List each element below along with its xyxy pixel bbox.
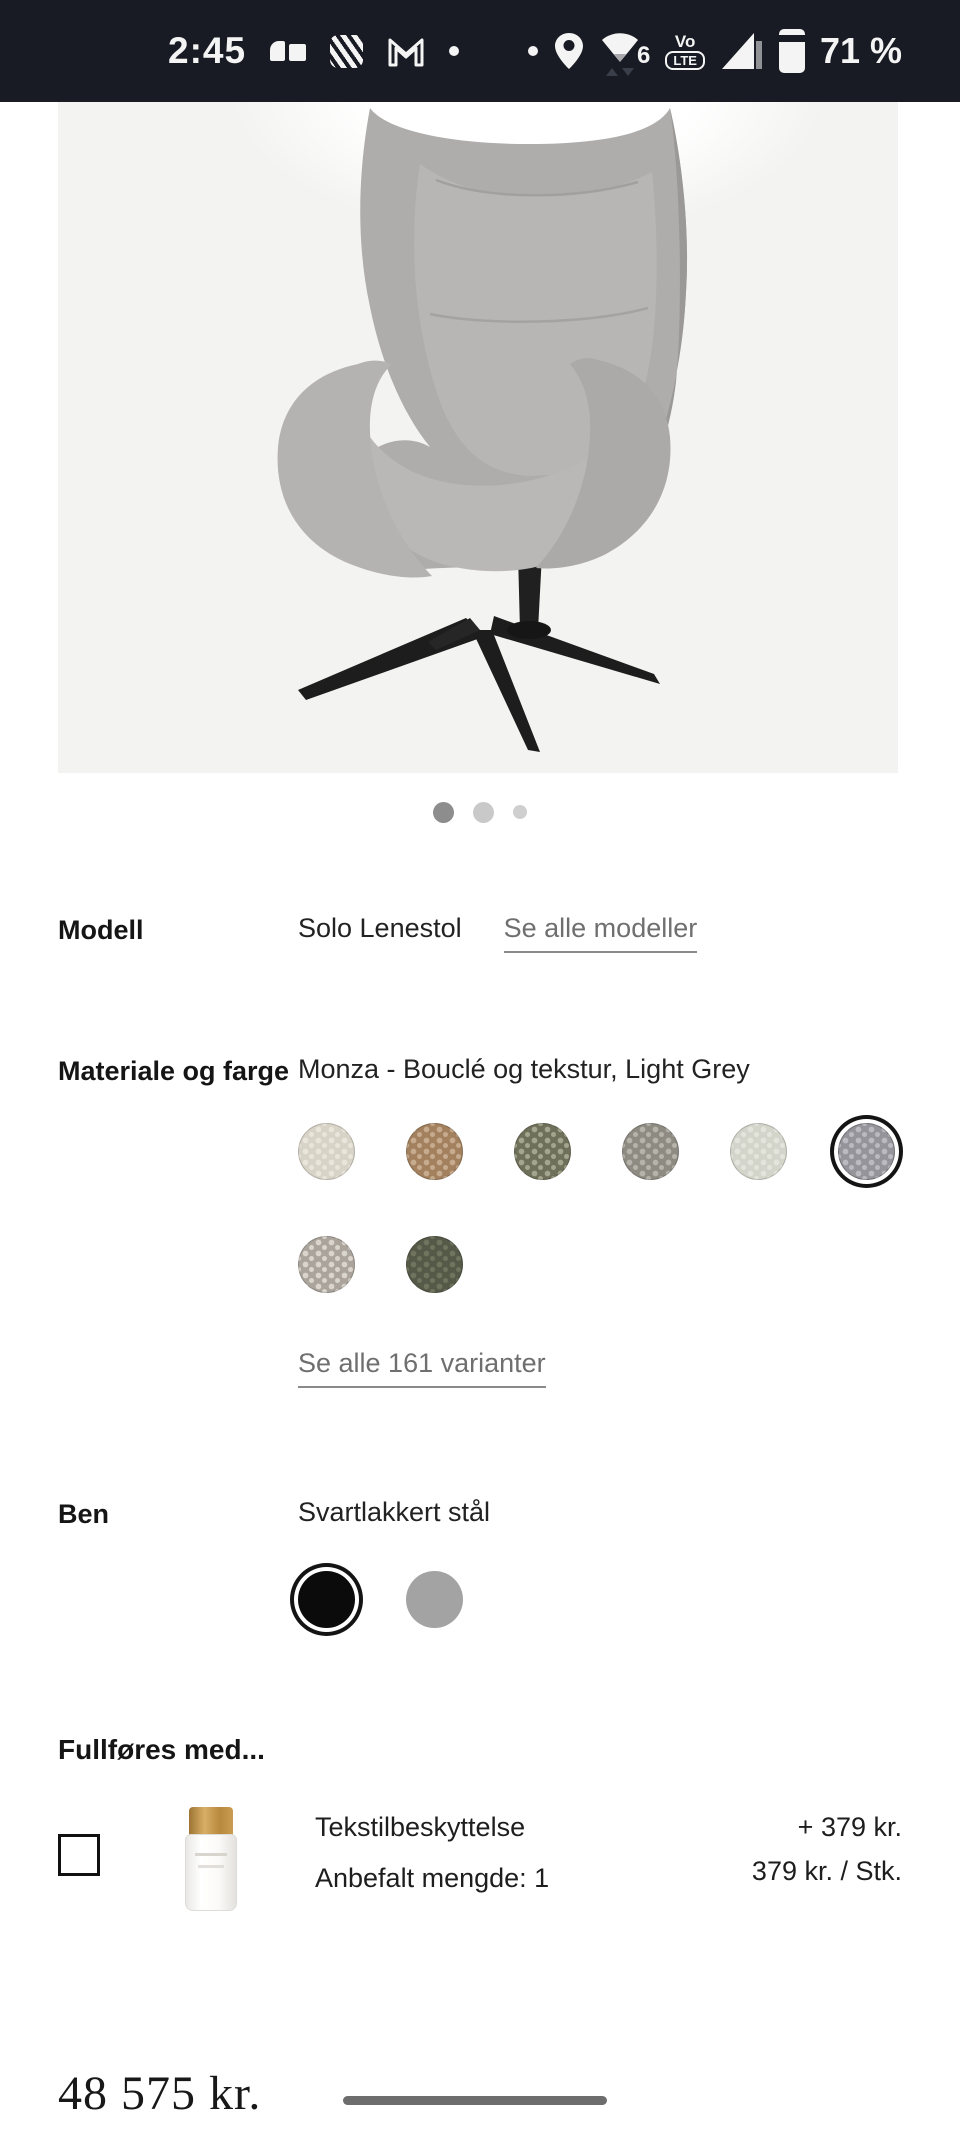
legs-row [0,1492,960,1628]
addon-title: Tekstilbeskyttelse [315,1812,526,1842]
reader-notification-icon [270,41,306,61]
wifi-icon [600,32,650,70]
addons-section [0,1730,960,1911]
leg-option-graa-staal[interactable] [406,1571,463,1628]
status-bar [0,0,960,102]
addon-product-thumbnail[interactable] [185,1807,237,1911]
addon-subtitle: Anbefalt mengde: 1 [315,1863,550,1893]
see-all-models-link[interactable]: Se alle modeller [504,908,698,953]
addon-item [58,1807,902,1911]
chair-base [298,554,660,752]
addons-heading: Fullføres med... [58,1734,265,1765]
carousel-dots[interactable] [0,773,960,851]
fabric-swatch-marbled-grey[interactable] [298,1236,355,1293]
model-row [0,908,960,953]
gesture-navigation-pill[interactable] [343,2096,607,2105]
addon-checkbox[interactable] [58,1834,100,1876]
see-all-variants-link[interactable]: Se alle 161 varianter [298,1343,546,1388]
material-value: Monza - Bouclé og tekstur, Light Grey [298,1054,750,1084]
battery-icon [779,29,805,73]
carousel-dot-active[interactable] [433,802,454,823]
clock: 2:45 [168,30,247,71]
carousel-dot[interactable] [513,805,527,819]
carousel-dot[interactable] [473,802,494,823]
fabric-swatch-grid [298,1123,895,1293]
striped-app-notification-icon [330,35,363,68]
fabric-swatch-light-grey-texture[interactable] [838,1123,895,1180]
legs-label: Ben [58,1499,110,1529]
fabric-swatch-brown-texture[interactable] [406,1123,463,1180]
data-activity-arrows-icon [606,68,634,76]
product-image[interactable] [58,102,898,773]
addon-price-add: + 379 kr. [797,1812,902,1842]
fabric-swatch-dark-olive[interactable] [406,1236,463,1293]
location-icon [553,31,585,71]
fabric-swatch-cream-boucle[interactable] [298,1123,355,1180]
addon-price-unit: 379 kr. / Stk. [751,1856,902,1886]
chair-illustration [58,102,898,773]
total-price: 48 575 kr. [58,2067,262,2120]
fabric-swatch-pale-sage-boucle[interactable] [730,1123,787,1180]
volte-icon: Vo LTE [665,33,705,70]
wifi-generation-label: 6 [636,42,651,69]
battery-percent-label: 71 % [819,30,902,71]
status-dot-icon [528,46,538,56]
model-label: Modell [58,915,144,945]
cellular-signal-icon [720,31,764,71]
leg-option-svartlakkert-staal[interactable] [298,1571,355,1628]
model-value: Solo Lenestol [298,913,462,943]
legs-value: Svartlakkert stål [298,1497,491,1527]
more-notifications-dot [449,46,459,56]
material-row [0,1049,960,1388]
fabric-swatch-olive-texture[interactable] [514,1123,571,1180]
fabric-swatch-grey-taupe-texture[interactable] [622,1123,679,1180]
gmail-notification-icon [387,34,425,68]
leg-options [298,1571,902,1628]
material-label: Materiale og farge [58,1056,290,1086]
